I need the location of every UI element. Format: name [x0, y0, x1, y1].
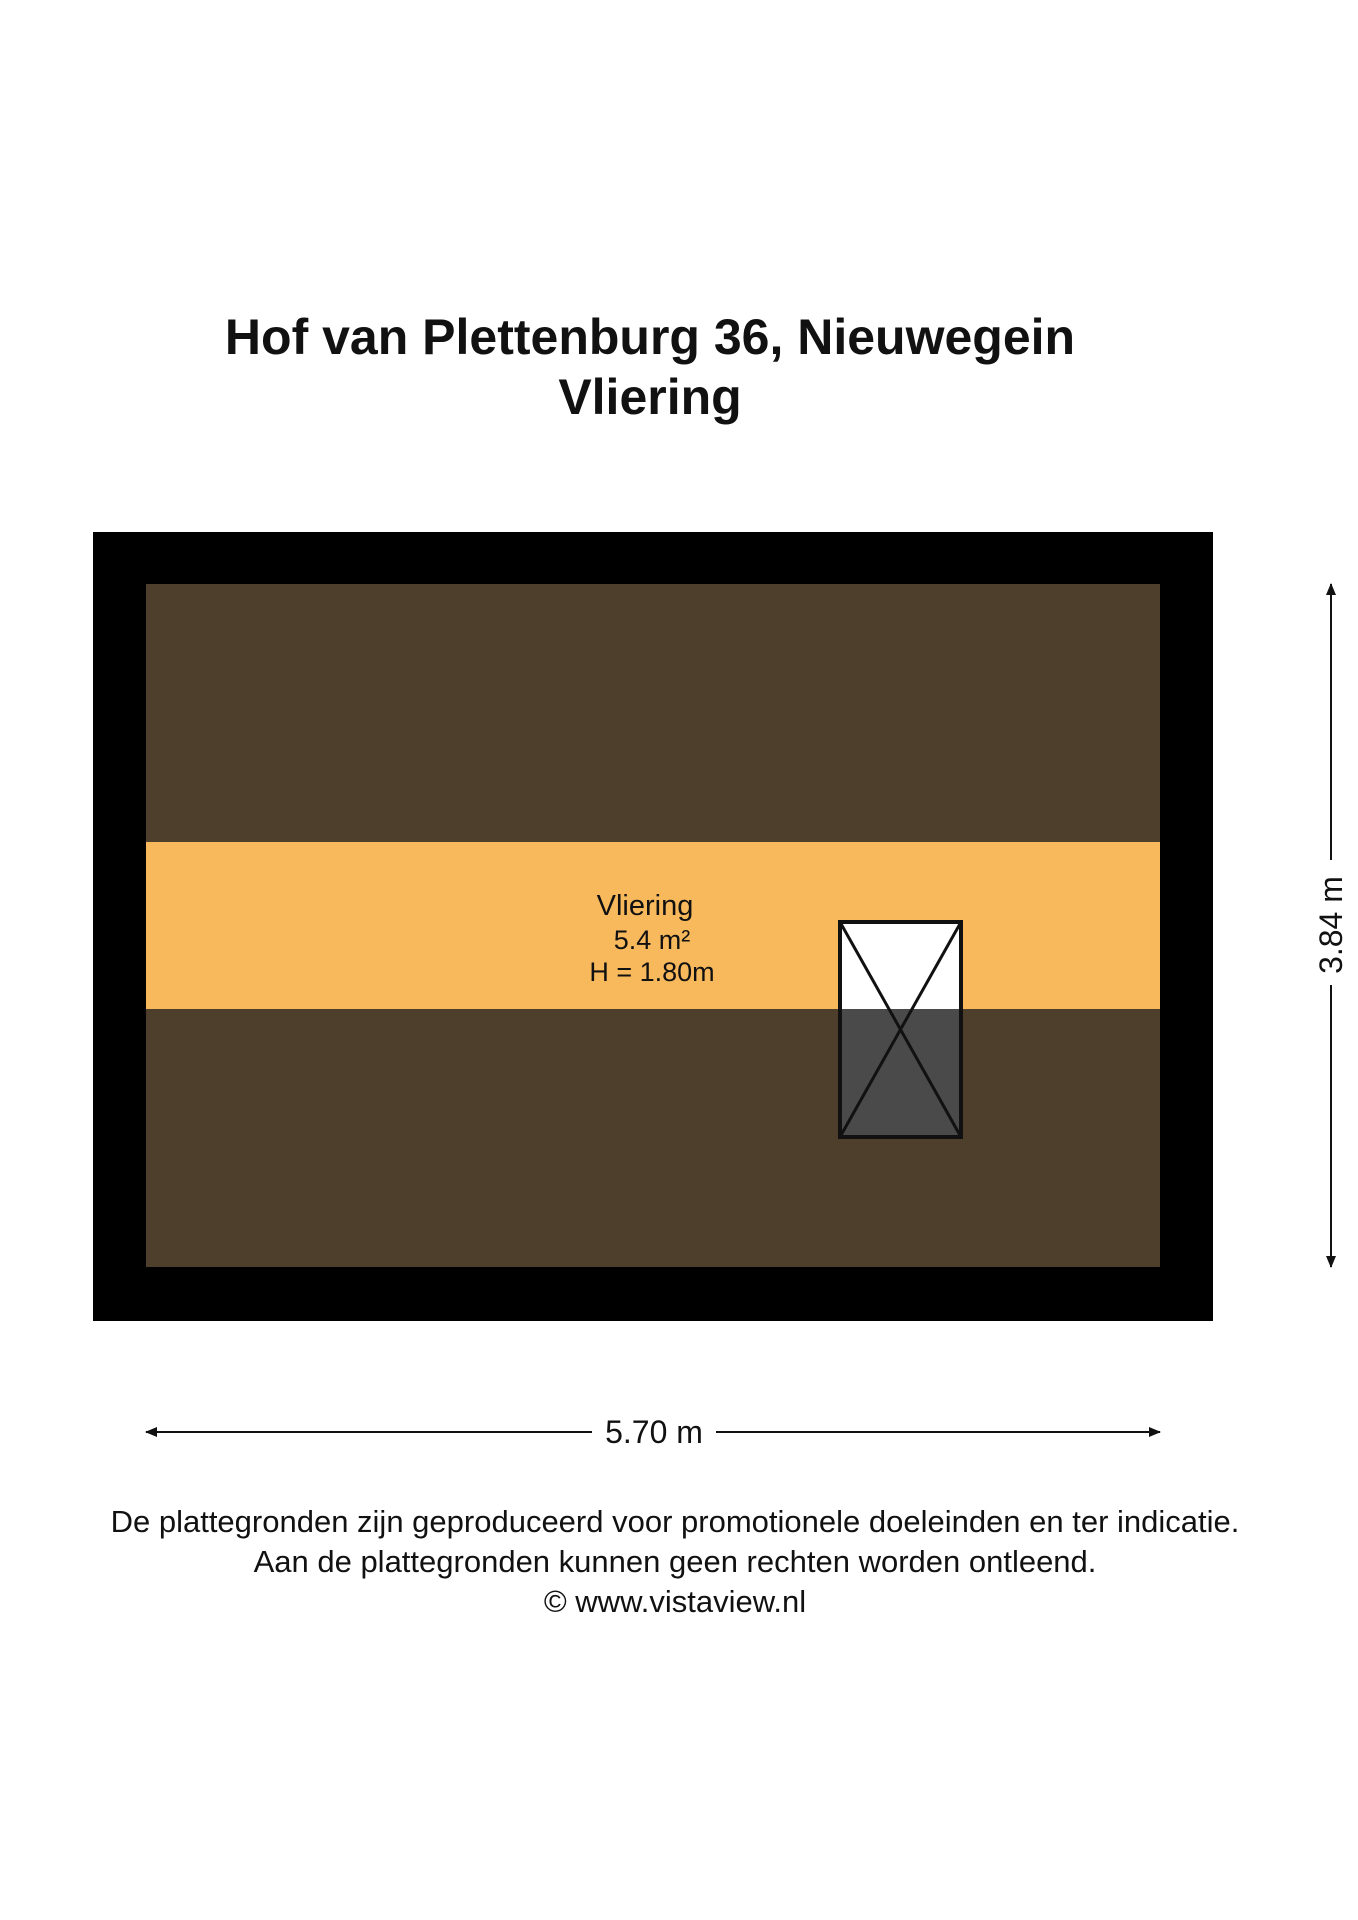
roof-hatch-icon — [840, 922, 961, 1137]
low-ceiling-zone-bottom — [146, 1009, 1160, 1267]
depth-dimension — [1313, 584, 1349, 1267]
width-dimension — [146, 1414, 1160, 1450]
copyright-link[interactable]: © www.vistaview.nl — [543, 1584, 807, 1619]
page-title: Hof van Plettenburg 36, Nieuwegein — [224, 309, 1076, 365]
room-name-label: Vliering — [596, 890, 694, 922]
low-ceiling-zone-top — [146, 584, 1160, 842]
disclaimer-line: Aan de plattegronden kunnen geen rechten worden ontleend. — [253, 1544, 1097, 1579]
width-label: 5.70 m — [605, 1414, 703, 1450]
floor-title: Vliering — [558, 369, 742, 425]
room-height-label: H = 1.80m — [589, 957, 715, 987]
room-area-label: 5.4 m² — [613, 925, 691, 955]
disclaimer-line: De plattegronden zijn geproduceerd voor promotionele doeleinden en ter indicatie. — [110, 1504, 1240, 1539]
depth-label: 3.84 m — [1313, 876, 1349, 974]
